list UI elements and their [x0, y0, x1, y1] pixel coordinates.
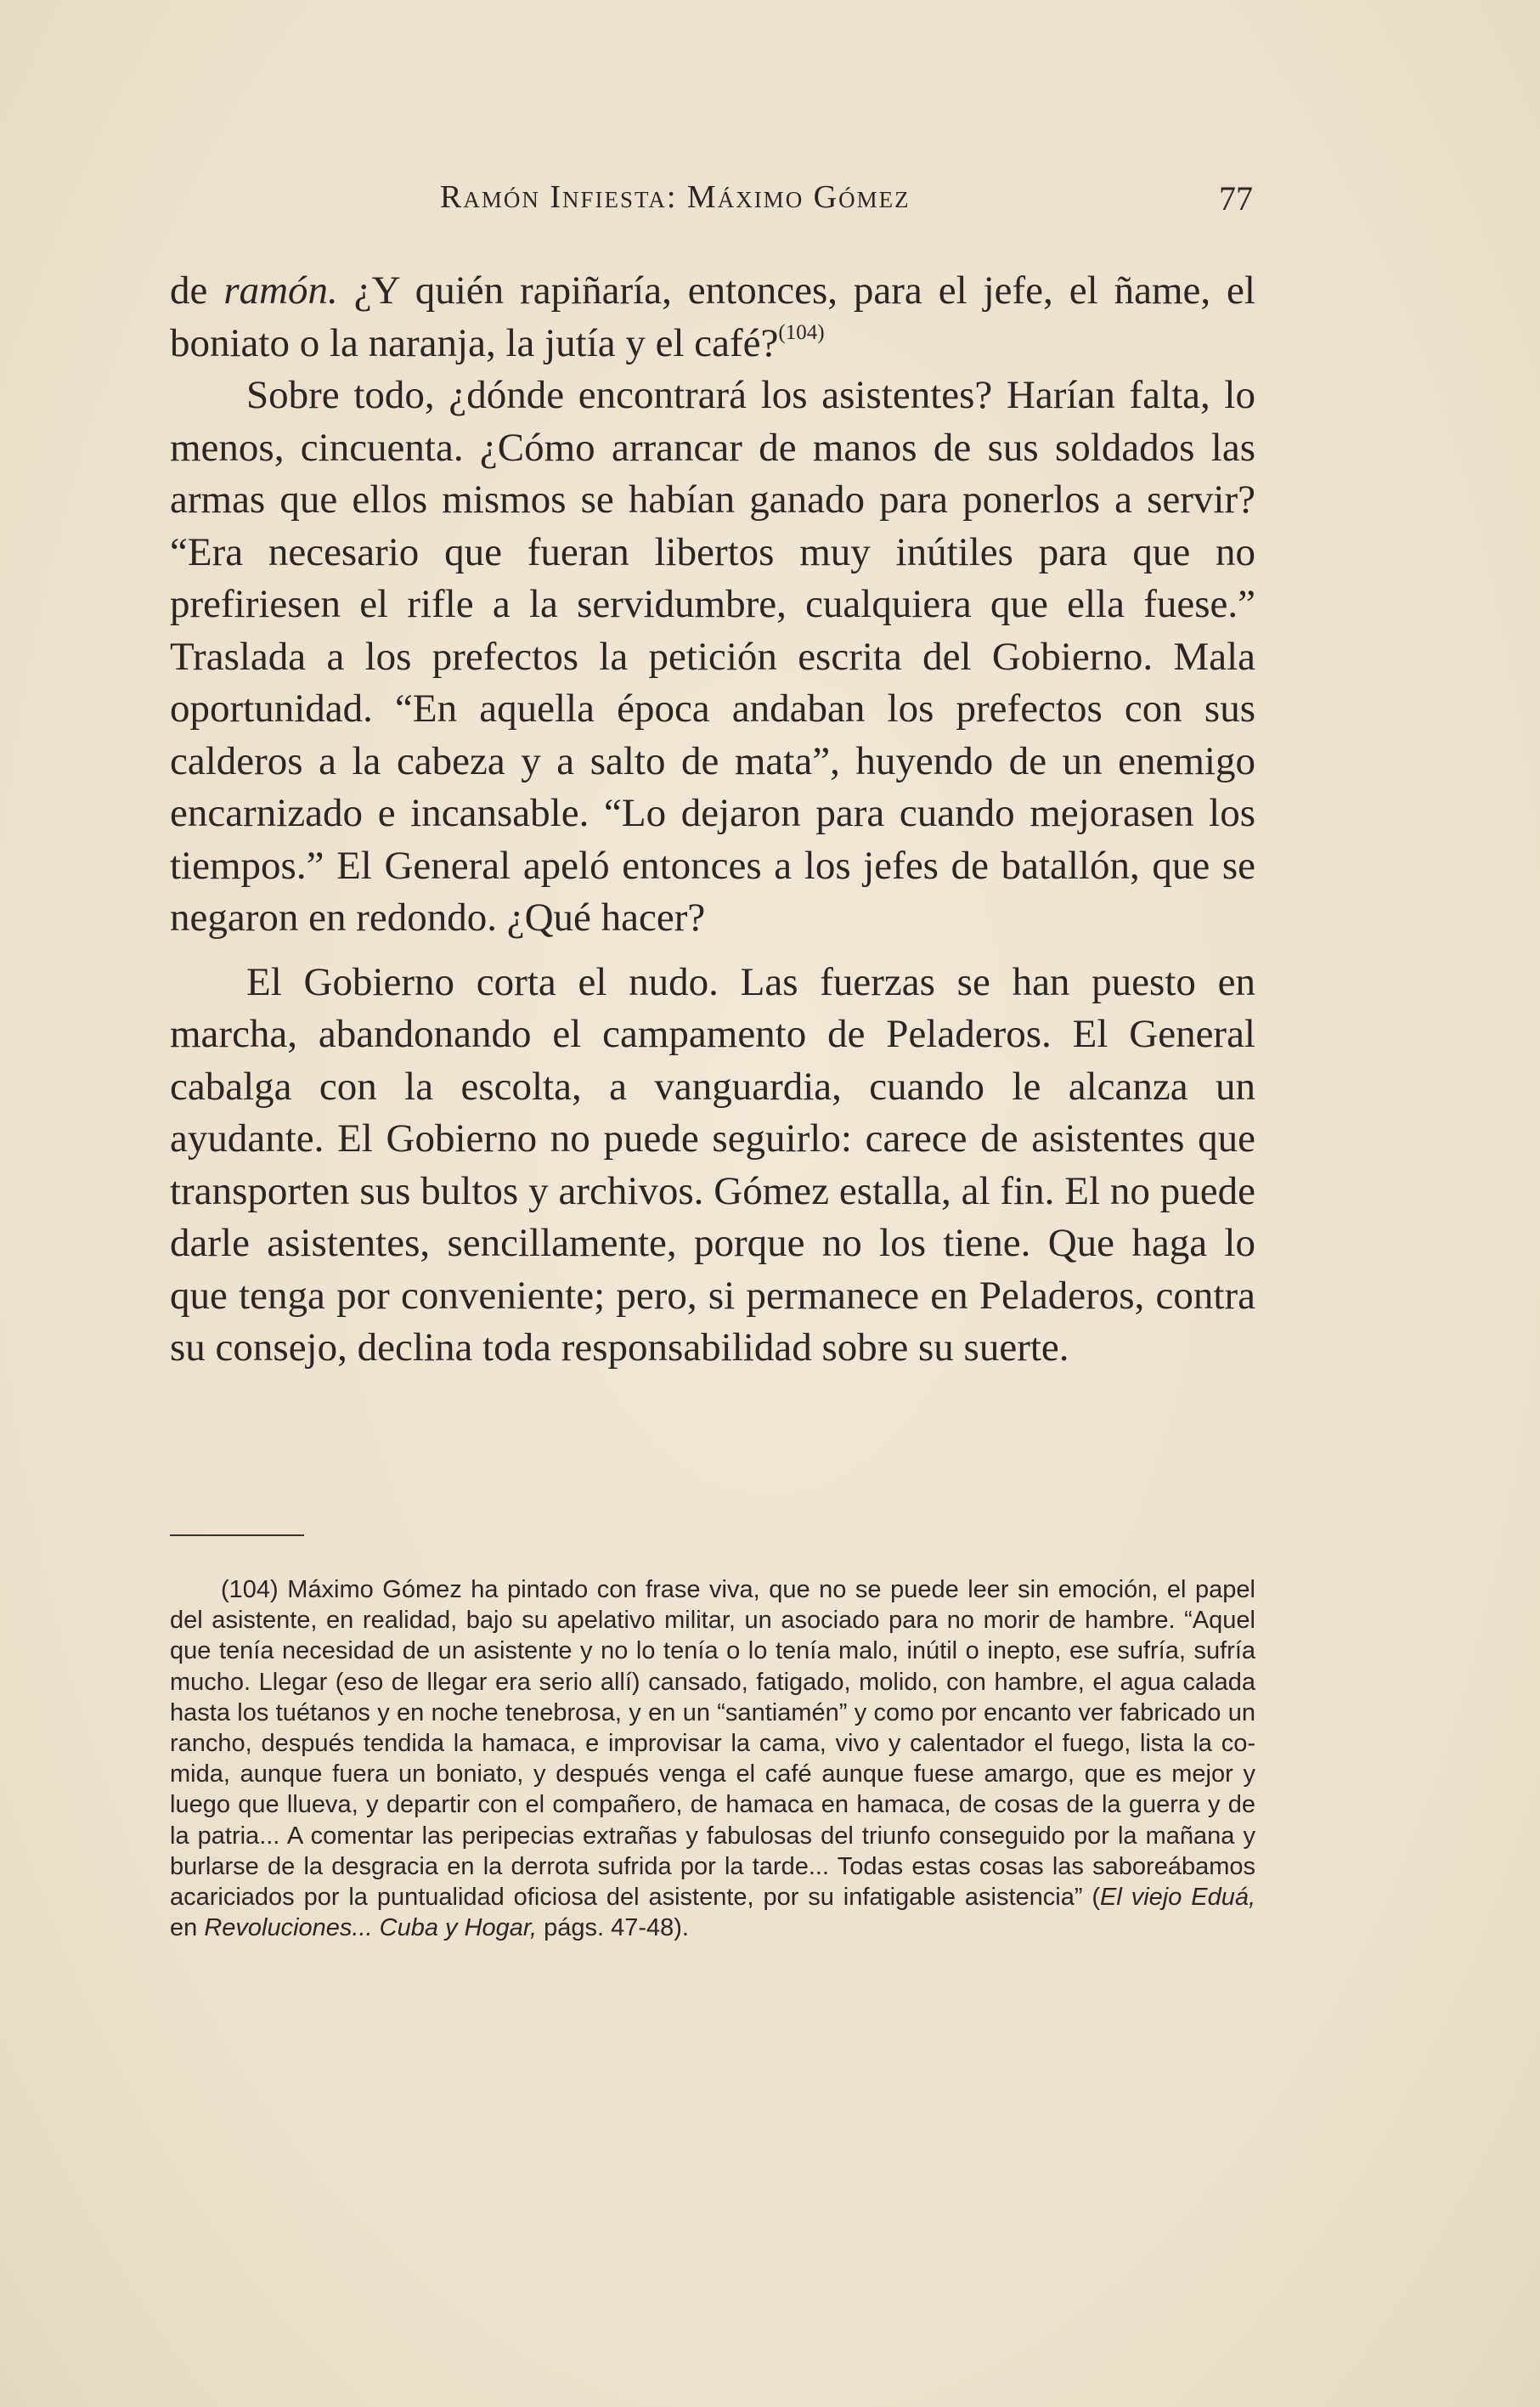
paragraph-1-rest: ¿Y quién rapiñaría, entonces, para el jefe, el ñame, el boniato o la naranja, la jutía y el café? [170, 268, 1255, 365]
paragraph-1-italic: ramón. [223, 268, 338, 313]
footnote [170, 1574, 1255, 1943]
paragraph-1-start: de [170, 268, 224, 313]
page-header [170, 178, 1253, 226]
running-head: Ramón Infiesta: Máximo Gómez [440, 179, 911, 215]
footnote-end: págs. 47-48). [537, 1914, 689, 1942]
footnote-connector: en [170, 1914, 205, 1942]
paragraph-3: El Gobierno corta el nudo. Las fuerzas se han puesto en marcha, abandonando el campamento de Peladeros. El General cabalga con la escolta, a vanguardia, cuando le alcanza un ayudante. El Gobierno no puede seguirlo: carece de asistentes que transporten sus bultos y archivos. Gómez estalla, al fin. El no puede darle asistentes, sencillamente, porque no los tiene. Que haga lo que tenga por conveniente; pero, si permanece en Peladeros, contra su consejo, declina toda responsabilidad sobre su suerte. [170, 959, 1255, 1370]
footnote-number: (104) [221, 1576, 279, 1603]
footnote-reference: (104) [778, 320, 825, 344]
footnote-divider [170, 1534, 304, 1536]
main-text [170, 265, 1255, 1375]
paragraph-2: Sobre todo, ¿dónde encontrará los asistentes? Harían falta, lo menos, cincuenta. ¿Cómo arrancar de manos de sus soldados las armas que ellos mismos se habían ganado para ponerlos a servir? “Era necesario que fueran libertos muy inútiles para que no prefiriesen el rifle a la servidumbre, cualquiera que ella fuese.” Traslada a los prefectos la petición escrita del Gobierno. Mala oportunidad. “En aquella época andaban los prefectos con sus calderos a la cabeza y a salto de mata”, huyendo de un enemigo encarnizado e incansable. “Lo dejaron para cuando mejorasen los tiempos.” El General apeló entonces a los jefes de batallón, que se negaron en redondo. ¿Qué hacer? [170, 373, 1255, 940]
footnote-title-2: Revoluciones... Cuba y Hogar, [204, 1914, 538, 1942]
page-number: 77 [1219, 179, 1253, 218]
paragraph-1 [170, 265, 1255, 370]
footnote-text: Máximo Gómez ha pintado con frase viva, que no se puede leer sin emoción, el papel del asistente, en realidad, bajo su apelativo militar, un asociado para no morir de hambre. “Aquel que tenía necesidad de un asistente y no lo tenía o lo tenía malo, inútil o inepto, ese sufría, sufría mucho. Llegar (eso de llegar era serio allí) cansado, fatigado, molido, con hambre, el agua calada hasta los tuétanos y en noche tenebrosa, y en un “santiamén” y como por encanto ver fabricado un rancho, después tendida la hamaca, e improvisar la cama, vivo y calentador el fuego, lista la comida, aunque fuera un boniato, y después venga el café aunque fuese amargo, que es mejor y luego que llueva, y departir con el compañero, de hamaca en hamaca, de cosas de la guerra y de la patria... A comentar las peripecias extrañas y fabulosas del triunfo conseguido por la mañana y burlarse de la desgracia en la derrota sufrida por la tarde... Todas estas cosas las saboreábamos acariciados por la puntualidad oficiosa del asistente, por su infatigable asistencia” ( [170, 1576, 1255, 1912]
footnote-title-1: El viejo Eduá, [1100, 1884, 1256, 1912]
